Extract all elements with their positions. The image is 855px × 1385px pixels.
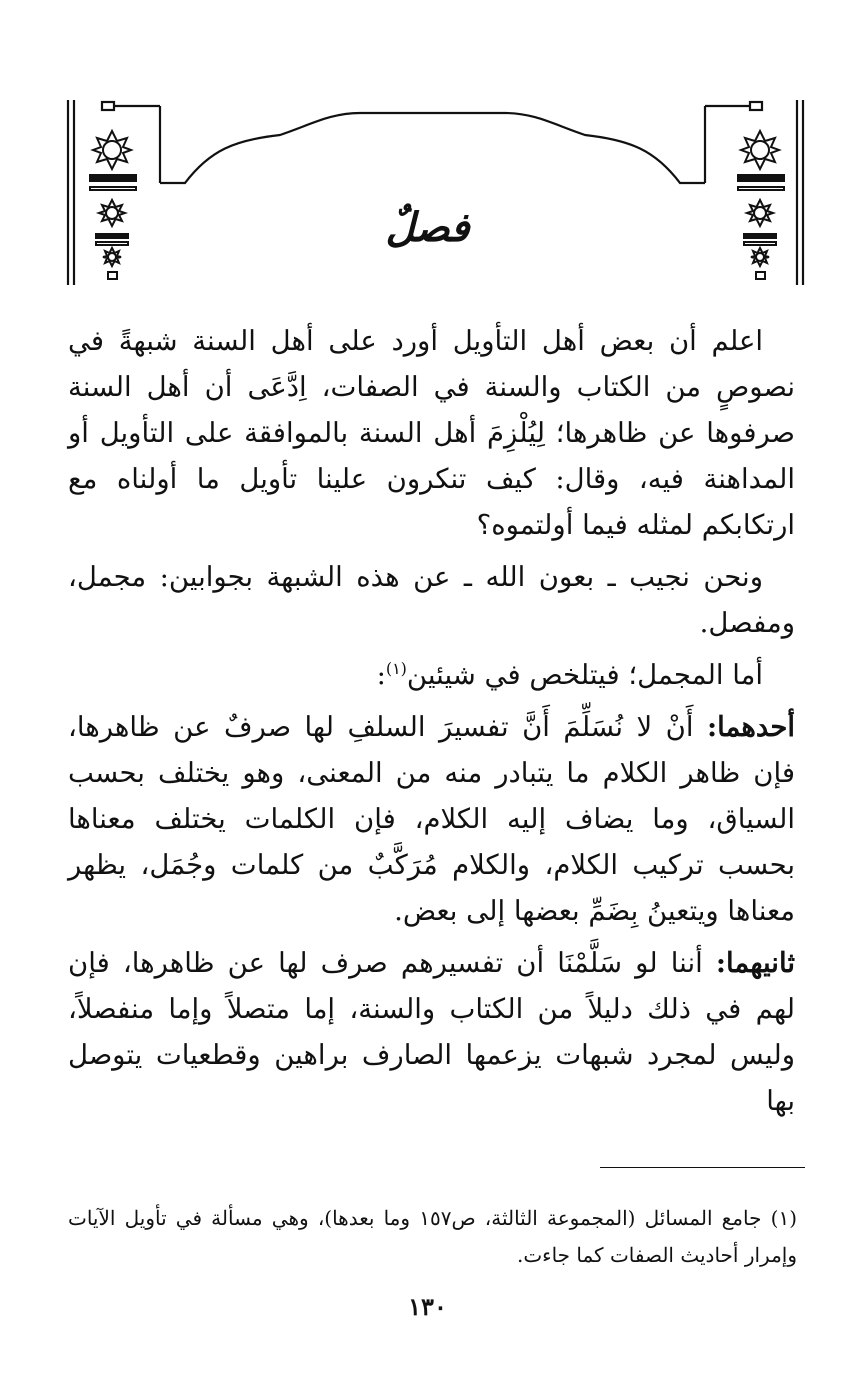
footnote-divider <box>600 1167 805 1168</box>
first-point-text: أَنْ لا نُسَلِّمَ أَنَّ تفسيرَ السلفِ لها صرفٌ عن ظاهرها، فإن ظاهر الكلام ما يتبادر منه من المعنى، وهو يختلف بحسب السياق، وما يضاف إليه الكلام، فإن الكلمات يختلف معناها بحسب تركيب الكلام، والكلام مُرَكَّبٌ من كلمات وجُمَل، يظهر معناها ويتعينُ بِضَمِّ بعضها إلى بعض. <box>68 711 795 927</box>
paragraph-answer-intro: ونحن نجيب ـ بعون الله ـ عن هذه الشبهة بجوابين: مجمل، ومفصل. <box>68 561 795 639</box>
summary-colon: : <box>376 659 386 691</box>
ornamental-header-frame <box>60 95 805 295</box>
page-number: ١٣٠ <box>408 1292 447 1321</box>
paragraph-second-point <box>68 940 795 1124</box>
paragraph-summary <box>68 652 795 698</box>
paragraph-intro: اعلم أن بعض أهل التأويل أورد على أهل السنة شبهةً في نصوصٍ من الكتاب والسنة في الصفات، اِدَّعَى أن أهل السنة صرفوها عن ظاهرها؛ لِيُلْزِمَ أهل السنة بالموافقة على التأويل أو المداهنة فيه، وقال: كيف تنكرون علينا تأويل ما أولناه مع ارتكابكم لمثله فيما أولتموه؟ <box>68 325 795 541</box>
summary-text: أما المجمل؛ فيتلخص في شيئين <box>406 659 763 691</box>
first-point-label: أحدهما: <box>706 711 795 743</box>
footnote: (١) جامع المسائل (المجموعة الثالثة، ص١٥٧ وما بعدها)، وهي مسألة في تأويل الآيات وإمرار أحاديث الصفات كما جاءت. <box>68 1206 797 1267</box>
section-heading: فصلٌ <box>385 204 470 251</box>
second-point-label: ثانيهما: <box>715 947 795 979</box>
main-text <box>68 318 795 1124</box>
second-point-text: أننا لو سَلَّمْنَا أن تفسيرهم صرف لها عن ظاهرها، فإن لهم في ذلك دليلاً من الكتاب والسنة، إما متصلاً وإما منفصلاً، وليس لمجرد شبهات يزعمها الصارف براهين وقطعيات يتوصل بها <box>68 947 795 1117</box>
paragraph-first-point <box>68 704 795 934</box>
footnote-reference: (١) <box>385 658 407 678</box>
